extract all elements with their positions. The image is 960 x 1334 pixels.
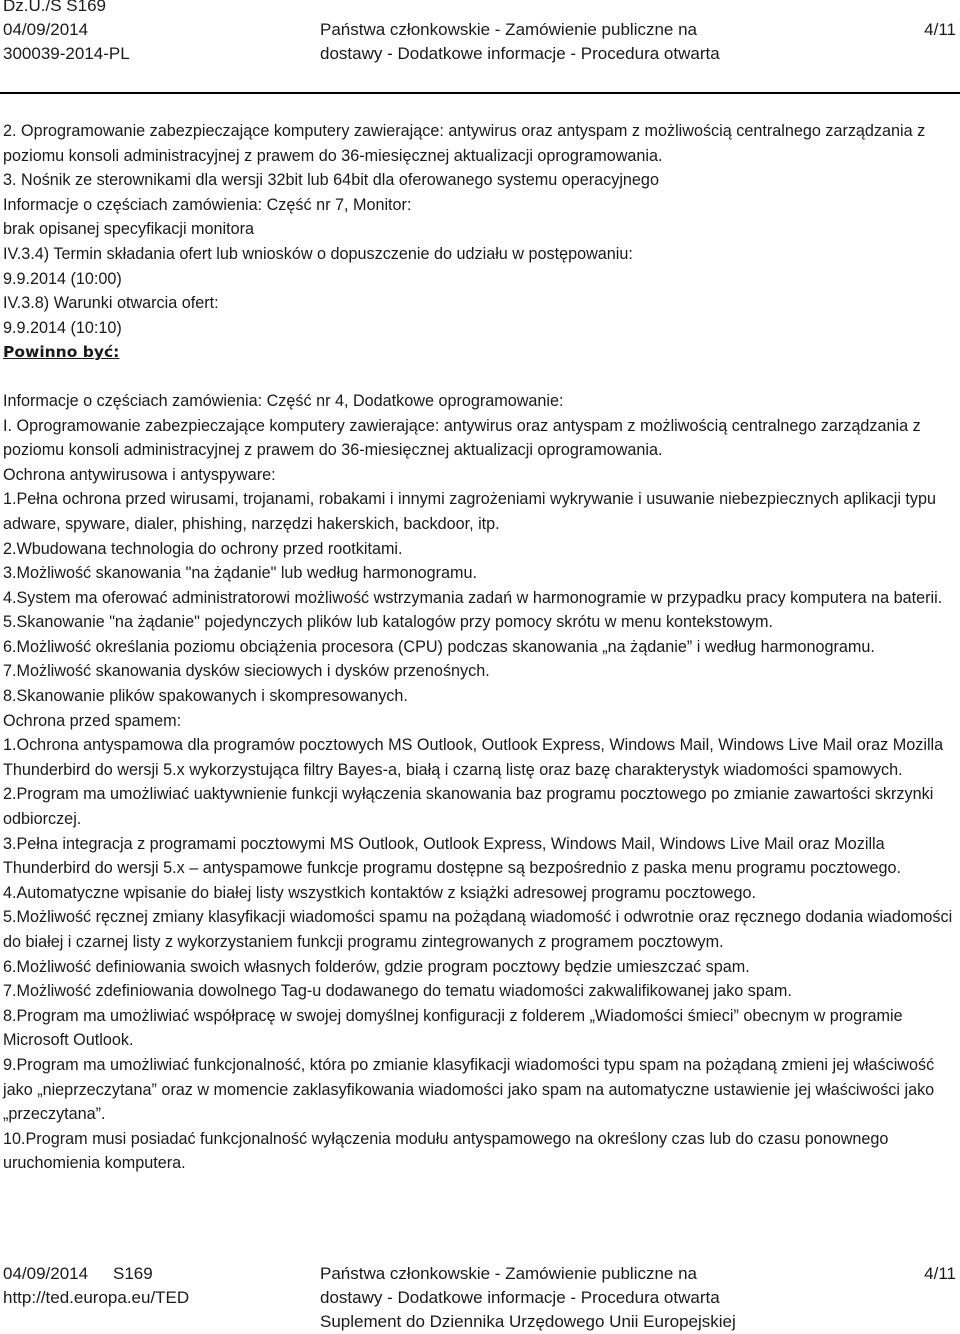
paragraph: 2. Oprogramowanie zabezpieczające komputery zawierające: antywirus oraz antyspam z możliwością centralnego zarządzania z poziomu konsoli administracyjnej z prawem do 36-miesięcznej aktualizacji oprogramowania. (3, 122, 926, 165)
header-divider (0, 92, 960, 94)
paragraph: 9.9.2014 (10:00) (3, 269, 122, 288)
page-footer (0, 1262, 960, 1334)
header-notice-number: 300039-2014-PL (3, 44, 130, 63)
paragraph: 1.Ochrona antyspamowa dla programów pocztowych MS Outlook, Outlook Express, Windows Mail, Windows Live Mail oraz Mozilla Thunderbird do wersji 5.x wykorzystująca filtry Bayes-a, białą i czarną listę oraz bazę charakterystyk wiadomości spamowych. (3, 736, 944, 779)
paragraph: 9.9.2014 (10:10) (3, 318, 122, 337)
paragraph: 5.Możliwość ręcznej zmiany klasyfikacji wiadomości spamu na pożądaną wiadomość i odwrotnie oraz ręcznego dodania wiadomości do białej i czarnej listy z wykorzystaniem funkcji programu zintegrowanych z programem pocztowym. (3, 908, 953, 951)
paragraph: 6.Możliwość określania poziomu obciążenia procesora (CPU) podczas skanowania „na żądanie” i według harmonogramu. (3, 637, 875, 656)
footer-date: 04/09/2014 (3, 1264, 89, 1283)
header-title-line-1: Państwa członkowskie - Zamówienie publiczne na (320, 20, 698, 39)
footer-title-line-2: dostawy - Dodatkowe informacje - Procedura otwarta (320, 1288, 720, 1307)
footer-reference (3, 1262, 189, 1310)
spacer (3, 365, 958, 389)
footer-title (320, 1262, 840, 1334)
footer-issue: S169 (113, 1264, 153, 1283)
paragraph: 9.Program ma umożliwiać funkcjonalność, która po zmianie klasyfikacji wiadomości typu spam na pożądaną zmieni jej właściwość jako „nieprzeczytana” oraz w momencie zaklasyfikowania wiadomości jako spam na automatyczne ustawienie jej właściwości jako „przeczytana”. (3, 1055, 935, 1124)
paragraph: 2.Program ma umożliwiać uaktywnienie funkcji wyłączenia skanowania baz programu pocztowego po zmianie zawartości skrzynki odbiorczej. (3, 785, 934, 829)
header-journal-ref: Dz.U./S S169 (3, 0, 106, 15)
paragraph: Ochrona przed spamem: (3, 711, 182, 730)
paragraph: Informacje o częściach zamówienia: Część nr 4, Dodatkowe oprogramowanie: (3, 391, 564, 410)
paragraph: 8.Program ma umożliwiać współpracę w swojej domyślnej konfiguracji z folderem „Wiadomości śmieci” obecnym w programie Microsoft Outlook. (3, 1006, 903, 1050)
header-title (320, 18, 840, 66)
paragraph: 7.Możliwość skanowania dysków sieciowych i dysków przenośnych. (3, 662, 490, 681)
footer-title-line-3: Suplement do Dziennika Urzędowego Unii Europejskiej (320, 1312, 736, 1331)
header-page-number: 4/11 (924, 20, 956, 39)
paragraph: 4.System ma oferować administratorowi możliwość wstrzymania zadań w harmonogramie w przypadku pracy komputera na baterii. (3, 588, 943, 607)
header-title-line-2: dostawy - Dodatkowe informacje - Procedura otwarta (320, 44, 720, 63)
paragraph: 7.Możliwość zdefiniowania dowolnego Tag-u dodawanego do tematu wiadomości zakwalifikowanej jako spam. (3, 982, 792, 1001)
paragraph: Ochrona antywirusowa i antyspyware: (3, 465, 276, 484)
paragraph: 1.Pełna ochrona przed wirusami, trojanami, robakami i innymi zagrożeniami wykrywanie i usuwanie niebezpiecznych aplikacji typu adware, spyware, dialer, phishing, narzędzi hakerskich, backdoor, itp. (3, 490, 937, 533)
paragraph: brak opisanej specyfikacji monitora (3, 220, 255, 239)
paragraph: 3.Pełna integracja z programami pocztowymi MS Outlook, Outlook Express, Windows Mail, Windows Live Mail oraz Mozilla Thunderbird do wersji 5.x – antyspamowe funkcje programu dostępne są bezpośrednio z paska menu programu pocztowego. (3, 834, 902, 878)
paragraph: IV.3.4) Termin składania ofert lub wniosków o dopuszczenie do udziału w postępowaniu: (3, 244, 633, 263)
paragraph: 6.Możliwość definiowania swoich własnych folderów, gdzie program pocztowy będzie umieszczać spam. (3, 957, 750, 976)
paragraph: IV.3.8) Warunki otwarcia ofert: (3, 294, 219, 313)
paragraph: 10.Program musi posiadać funkcjonalność wyłączenia modułu antyspamowego na określony czas lub do czasu ponownego uruchomienia komputera. (3, 1129, 889, 1173)
paragraph: Informacje o częściach zamówienia: Część nr 7, Monitor: (3, 195, 412, 214)
document-body (3, 119, 958, 1176)
header-reference (3, 0, 130, 66)
paragraph: 5.Skanowanie "na żądanie" pojedynczych plików lub katalogów przy pomocy skrótu w menu kontekstowym. (3, 613, 773, 632)
page-header (0, 0, 960, 80)
paragraph: 3.Możliwość skanowania "na żądanie" lub według harmonogramu. (3, 564, 477, 583)
footer-title-line-1: Państwa członkowskie - Zamówienie publiczne na (320, 1264, 698, 1283)
footer-page-number: 4/11 (924, 1264, 956, 1283)
paragraph: 3. Nośnik ze sterownikami dla wersji 32bit lub 64bit dla oferowanego systemu operacyjnego (3, 171, 659, 190)
footer-url: http://ted.europa.eu/TED (3, 1288, 190, 1307)
paragraph: I. Oprogramowanie zabezpieczające komputery zawierające: antywirus oraz antyspam z możliwością centralnego zarządzania z poziomu konsoli administracyjnej z prawem do 36-miesięcznej aktualizacji oprogramowania. (3, 416, 921, 460)
header-date: 04/09/2014 (3, 20, 89, 39)
paragraph: 8.Skanowanie plików spakowanych i skompresowanych. (3, 687, 408, 706)
paragraph: 4.Automatyczne wpisanie do białej listy wszystkich kontaktów z książki adresowej programu pocztowego. (3, 883, 757, 902)
paragraph: 2.Wbudowana technologia do ochrony przed rootkitami. (3, 539, 403, 558)
should-be-heading: Powinno być: (3, 343, 120, 362)
